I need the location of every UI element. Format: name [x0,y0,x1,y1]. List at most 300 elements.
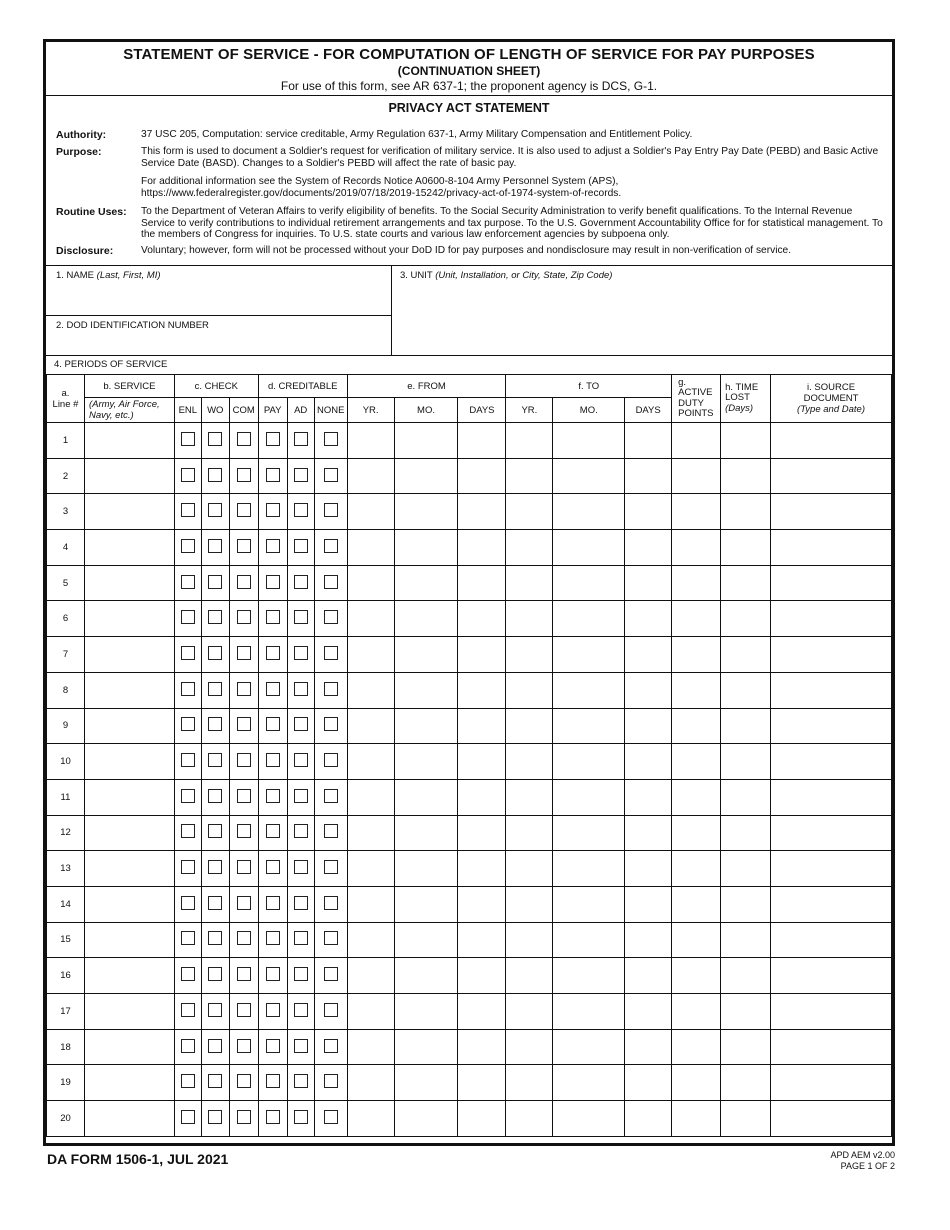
to-yr-cell[interactable] [506,530,553,566]
wo-checkbox[interactable] [208,1074,222,1088]
from-mo-cell[interactable] [394,565,458,601]
service-cell[interactable] [84,1065,174,1101]
to-yr-cell[interactable] [506,815,553,851]
from-days-cell[interactable] [458,1065,506,1101]
enl-checkbox[interactable] [181,717,195,731]
service-cell[interactable] [84,744,174,780]
time-lost-cell[interactable] [721,423,771,459]
enl-checkbox[interactable] [181,539,195,553]
none-checkbox[interactable] [324,717,338,731]
to-yr-cell[interactable] [506,744,553,780]
ad-checkbox[interactable] [294,432,308,446]
com-checkbox[interactable] [237,1074,251,1088]
com-checkbox[interactable] [237,1003,251,1017]
to-days-cell[interactable] [625,815,672,851]
from-days-cell[interactable] [458,565,506,601]
active-duty-points-cell[interactable] [672,922,721,958]
none-checkbox[interactable] [324,860,338,874]
ad-checkbox[interactable] [294,931,308,945]
none-checkbox[interactable] [324,432,338,446]
time-lost-cell[interactable] [721,601,771,637]
service-cell[interactable] [84,886,174,922]
service-cell[interactable] [84,530,174,566]
com-checkbox[interactable] [237,1110,251,1124]
service-cell[interactable] [84,565,174,601]
from-days-cell[interactable] [458,886,506,922]
to-mo-cell[interactable] [553,1101,625,1137]
from-yr-cell[interactable] [347,744,394,780]
active-duty-points-cell[interactable] [672,1029,721,1065]
active-duty-points-cell[interactable] [672,744,721,780]
enl-checkbox[interactable] [181,682,195,696]
pay-checkbox[interactable] [266,646,280,660]
service-cell[interactable] [84,994,174,1030]
to-days-cell[interactable] [625,423,672,459]
name-field[interactable] [46,266,392,316]
from-days-cell[interactable] [458,494,506,530]
time-lost-cell[interactable] [721,851,771,887]
none-checkbox[interactable] [324,539,338,553]
source-document-cell[interactable] [771,779,892,815]
active-duty-points-cell[interactable] [672,423,721,459]
pay-checkbox[interactable] [266,1039,280,1053]
time-lost-cell[interactable] [721,637,771,673]
wo-checkbox[interactable] [208,824,222,838]
wo-checkbox[interactable] [208,610,222,624]
to-yr-cell[interactable] [506,565,553,601]
ad-checkbox[interactable] [294,860,308,874]
to-yr-cell[interactable] [506,458,553,494]
from-yr-cell[interactable] [347,851,394,887]
pay-checkbox[interactable] [266,896,280,910]
wo-checkbox[interactable] [208,646,222,660]
com-checkbox[interactable] [237,753,251,767]
pay-checkbox[interactable] [266,610,280,624]
pay-checkbox[interactable] [266,575,280,589]
time-lost-cell[interactable] [721,1029,771,1065]
from-mo-cell[interactable] [394,1029,458,1065]
com-checkbox[interactable] [237,931,251,945]
from-mo-cell[interactable] [394,601,458,637]
com-checkbox[interactable] [237,860,251,874]
to-mo-cell[interactable] [553,1029,625,1065]
none-checkbox[interactable] [324,682,338,696]
to-mo-cell[interactable] [553,922,625,958]
enl-checkbox[interactable] [181,468,195,482]
to-mo-cell[interactable] [553,886,625,922]
from-mo-cell[interactable] [394,922,458,958]
com-checkbox[interactable] [237,967,251,981]
none-checkbox[interactable] [324,1110,338,1124]
ad-checkbox[interactable] [294,717,308,731]
from-yr-cell[interactable] [347,1101,394,1137]
wo-checkbox[interactable] [208,468,222,482]
to-yr-cell[interactable] [506,886,553,922]
time-lost-cell[interactable] [721,1101,771,1137]
none-checkbox[interactable] [324,468,338,482]
time-lost-cell[interactable] [721,708,771,744]
from-yr-cell[interactable] [347,637,394,673]
to-days-cell[interactable] [625,601,672,637]
ad-checkbox[interactable] [294,610,308,624]
from-days-cell[interactable] [458,922,506,958]
ad-checkbox[interactable] [294,1074,308,1088]
to-mo-cell[interactable] [553,851,625,887]
source-document-cell[interactable] [771,458,892,494]
pay-checkbox[interactable] [266,1074,280,1088]
time-lost-cell[interactable] [721,1065,771,1101]
service-cell[interactable] [84,494,174,530]
time-lost-cell[interactable] [721,565,771,601]
enl-checkbox[interactable] [181,896,195,910]
source-document-cell[interactable] [771,708,892,744]
from-mo-cell[interactable] [394,672,458,708]
to-mo-cell[interactable] [553,958,625,994]
from-mo-cell[interactable] [394,1101,458,1137]
wo-checkbox[interactable] [208,539,222,553]
from-yr-cell[interactable] [347,565,394,601]
to-yr-cell[interactable] [506,494,553,530]
ad-checkbox[interactable] [294,539,308,553]
to-mo-cell[interactable] [553,565,625,601]
service-cell[interactable] [84,779,174,815]
ad-checkbox[interactable] [294,682,308,696]
from-yr-cell[interactable] [347,1029,394,1065]
com-checkbox[interactable] [237,1039,251,1053]
enl-checkbox[interactable] [181,824,195,838]
to-yr-cell[interactable] [506,1101,553,1137]
source-document-cell[interactable] [771,530,892,566]
none-checkbox[interactable] [324,575,338,589]
from-yr-cell[interactable] [347,601,394,637]
to-days-cell[interactable] [625,1101,672,1137]
to-days-cell[interactable] [625,922,672,958]
ad-checkbox[interactable] [294,967,308,981]
to-yr-cell[interactable] [506,1065,553,1101]
source-document-cell[interactable] [771,601,892,637]
ad-checkbox[interactable] [294,753,308,767]
none-checkbox[interactable] [324,824,338,838]
time-lost-cell[interactable] [721,744,771,780]
from-days-cell[interactable] [458,958,506,994]
to-yr-cell[interactable] [506,637,553,673]
unit-field[interactable] [400,270,612,281]
to-yr-cell[interactable] [506,779,553,815]
from-mo-cell[interactable] [394,494,458,530]
com-checkbox[interactable] [237,503,251,517]
com-checkbox[interactable] [237,646,251,660]
none-checkbox[interactable] [324,1074,338,1088]
wo-checkbox[interactable] [208,1110,222,1124]
service-cell[interactable] [84,672,174,708]
service-cell[interactable] [84,637,174,673]
pay-checkbox[interactable] [266,503,280,517]
from-yr-cell[interactable] [347,1065,394,1101]
ad-checkbox[interactable] [294,503,308,517]
service-cell[interactable] [84,815,174,851]
ad-checkbox[interactable] [294,468,308,482]
from-days-cell[interactable] [458,423,506,459]
to-mo-cell[interactable] [553,815,625,851]
pay-checkbox[interactable] [266,931,280,945]
none-checkbox[interactable] [324,1039,338,1053]
pay-checkbox[interactable] [266,432,280,446]
from-yr-cell[interactable] [347,530,394,566]
ad-checkbox[interactable] [294,575,308,589]
to-days-cell[interactable] [625,994,672,1030]
from-yr-cell[interactable] [347,458,394,494]
service-cell[interactable] [84,423,174,459]
dod-id-field[interactable] [46,316,392,356]
active-duty-points-cell[interactable] [672,779,721,815]
from-mo-cell[interactable] [394,958,458,994]
from-mo-cell[interactable] [394,815,458,851]
pay-checkbox[interactable] [266,967,280,981]
to-yr-cell[interactable] [506,994,553,1030]
active-duty-points-cell[interactable] [672,672,721,708]
none-checkbox[interactable] [324,610,338,624]
ad-checkbox[interactable] [294,646,308,660]
none-checkbox[interactable] [324,789,338,803]
service-cell[interactable] [84,1101,174,1137]
wo-checkbox[interactable] [208,1039,222,1053]
to-days-cell[interactable] [625,1065,672,1101]
to-mo-cell[interactable] [553,744,625,780]
time-lost-cell[interactable] [721,530,771,566]
com-checkbox[interactable] [237,824,251,838]
ad-checkbox[interactable] [294,789,308,803]
from-days-cell[interactable] [458,744,506,780]
source-document-cell[interactable] [771,815,892,851]
source-document-cell[interactable] [771,423,892,459]
enl-checkbox[interactable] [181,860,195,874]
time-lost-cell[interactable] [721,922,771,958]
com-checkbox[interactable] [237,896,251,910]
ad-checkbox[interactable] [294,1039,308,1053]
active-duty-points-cell[interactable] [672,815,721,851]
from-days-cell[interactable] [458,530,506,566]
service-cell[interactable] [84,601,174,637]
from-mo-cell[interactable] [394,886,458,922]
to-mo-cell[interactable] [553,637,625,673]
wo-checkbox[interactable] [208,896,222,910]
source-document-cell[interactable] [771,744,892,780]
enl-checkbox[interactable] [181,753,195,767]
source-document-cell[interactable] [771,1101,892,1137]
source-document-cell[interactable] [771,922,892,958]
from-yr-cell[interactable] [347,494,394,530]
com-checkbox[interactable] [237,789,251,803]
enl-checkbox[interactable] [181,931,195,945]
com-checkbox[interactable] [237,682,251,696]
active-duty-points-cell[interactable] [672,565,721,601]
enl-checkbox[interactable] [181,432,195,446]
to-mo-cell[interactable] [553,601,625,637]
pay-checkbox[interactable] [266,682,280,696]
to-mo-cell[interactable] [553,423,625,459]
wo-checkbox[interactable] [208,789,222,803]
to-mo-cell[interactable] [553,708,625,744]
com-checkbox[interactable] [237,610,251,624]
ad-checkbox[interactable] [294,824,308,838]
none-checkbox[interactable] [324,967,338,981]
from-mo-cell[interactable] [394,994,458,1030]
service-cell[interactable] [84,1029,174,1065]
com-checkbox[interactable] [237,468,251,482]
to-yr-cell[interactable] [506,672,553,708]
to-yr-cell[interactable] [506,423,553,459]
to-days-cell[interactable] [625,958,672,994]
to-days-cell[interactable] [625,744,672,780]
from-yr-cell[interactable] [347,886,394,922]
source-document-cell[interactable] [771,565,892,601]
source-document-cell[interactable] [771,994,892,1030]
none-checkbox[interactable] [324,931,338,945]
active-duty-points-cell[interactable] [672,458,721,494]
wo-checkbox[interactable] [208,931,222,945]
time-lost-cell[interactable] [721,672,771,708]
source-document-cell[interactable] [771,494,892,530]
enl-checkbox[interactable] [181,1003,195,1017]
source-document-cell[interactable] [771,1065,892,1101]
ad-checkbox[interactable] [294,896,308,910]
source-document-cell[interactable] [771,851,892,887]
from-days-cell[interactable] [458,601,506,637]
from-mo-cell[interactable] [394,744,458,780]
to-yr-cell[interactable] [506,708,553,744]
from-yr-cell[interactable] [347,423,394,459]
from-days-cell[interactable] [458,708,506,744]
wo-checkbox[interactable] [208,503,222,517]
pay-checkbox[interactable] [266,789,280,803]
from-mo-cell[interactable] [394,779,458,815]
pay-checkbox[interactable] [266,1110,280,1124]
to-mo-cell[interactable] [553,779,625,815]
none-checkbox[interactable] [324,503,338,517]
to-yr-cell[interactable] [506,922,553,958]
source-document-cell[interactable] [771,1029,892,1065]
enl-checkbox[interactable] [181,503,195,517]
from-yr-cell[interactable] [347,922,394,958]
pay-checkbox[interactable] [266,753,280,767]
ad-checkbox[interactable] [294,1003,308,1017]
com-checkbox[interactable] [237,717,251,731]
enl-checkbox[interactable] [181,610,195,624]
wo-checkbox[interactable] [208,753,222,767]
ad-checkbox[interactable] [294,1110,308,1124]
wo-checkbox[interactable] [208,432,222,446]
from-mo-cell[interactable] [394,637,458,673]
to-days-cell[interactable] [625,530,672,566]
source-document-cell[interactable] [771,958,892,994]
active-duty-points-cell[interactable] [672,958,721,994]
none-checkbox[interactable] [324,646,338,660]
source-document-cell[interactable] [771,672,892,708]
to-mo-cell[interactable] [553,530,625,566]
wo-checkbox[interactable] [208,717,222,731]
com-checkbox[interactable] [237,539,251,553]
to-yr-cell[interactable] [506,851,553,887]
active-duty-points-cell[interactable] [672,1065,721,1101]
from-days-cell[interactable] [458,672,506,708]
from-mo-cell[interactable] [394,708,458,744]
from-days-cell[interactable] [458,815,506,851]
service-cell[interactable] [84,851,174,887]
to-days-cell[interactable] [625,779,672,815]
from-mo-cell[interactable] [394,458,458,494]
to-mo-cell[interactable] [553,458,625,494]
from-yr-cell[interactable] [347,779,394,815]
from-days-cell[interactable] [458,458,506,494]
active-duty-points-cell[interactable] [672,994,721,1030]
service-cell[interactable] [84,958,174,994]
service-cell[interactable] [84,922,174,958]
from-days-cell[interactable] [458,851,506,887]
wo-checkbox[interactable] [208,682,222,696]
active-duty-points-cell[interactable] [672,708,721,744]
from-mo-cell[interactable] [394,1065,458,1101]
to-days-cell[interactable] [625,494,672,530]
service-cell[interactable] [84,458,174,494]
none-checkbox[interactable] [324,896,338,910]
wo-checkbox[interactable] [208,967,222,981]
to-days-cell[interactable] [625,886,672,922]
to-days-cell[interactable] [625,1029,672,1065]
none-checkbox[interactable] [324,1003,338,1017]
to-days-cell[interactable] [625,672,672,708]
to-mo-cell[interactable] [553,494,625,530]
from-days-cell[interactable] [458,1101,506,1137]
from-yr-cell[interactable] [347,994,394,1030]
active-duty-points-cell[interactable] [672,851,721,887]
com-checkbox[interactable] [237,432,251,446]
enl-checkbox[interactable] [181,967,195,981]
active-duty-points-cell[interactable] [672,601,721,637]
source-document-cell[interactable] [771,637,892,673]
from-days-cell[interactable] [458,1029,506,1065]
source-document-cell[interactable] [771,886,892,922]
to-days-cell[interactable] [625,708,672,744]
wo-checkbox[interactable] [208,860,222,874]
pay-checkbox[interactable] [266,824,280,838]
time-lost-cell[interactable] [721,779,771,815]
enl-checkbox[interactable] [181,646,195,660]
time-lost-cell[interactable] [721,958,771,994]
service-cell[interactable] [84,708,174,744]
from-mo-cell[interactable] [394,530,458,566]
active-duty-points-cell[interactable] [672,494,721,530]
to-days-cell[interactable] [625,458,672,494]
from-yr-cell[interactable] [347,672,394,708]
enl-checkbox[interactable] [181,1110,195,1124]
pay-checkbox[interactable] [266,468,280,482]
active-duty-points-cell[interactable] [672,886,721,922]
to-yr-cell[interactable] [506,1029,553,1065]
from-yr-cell[interactable] [347,708,394,744]
to-mo-cell[interactable] [553,1065,625,1101]
to-yr-cell[interactable] [506,601,553,637]
pay-checkbox[interactable] [266,860,280,874]
com-checkbox[interactable] [237,575,251,589]
time-lost-cell[interactable] [721,494,771,530]
from-mo-cell[interactable] [394,851,458,887]
to-days-cell[interactable] [625,637,672,673]
active-duty-points-cell[interactable] [672,530,721,566]
enl-checkbox[interactable] [181,1039,195,1053]
none-checkbox[interactable] [324,753,338,767]
time-lost-cell[interactable] [721,886,771,922]
time-lost-cell[interactable] [721,458,771,494]
